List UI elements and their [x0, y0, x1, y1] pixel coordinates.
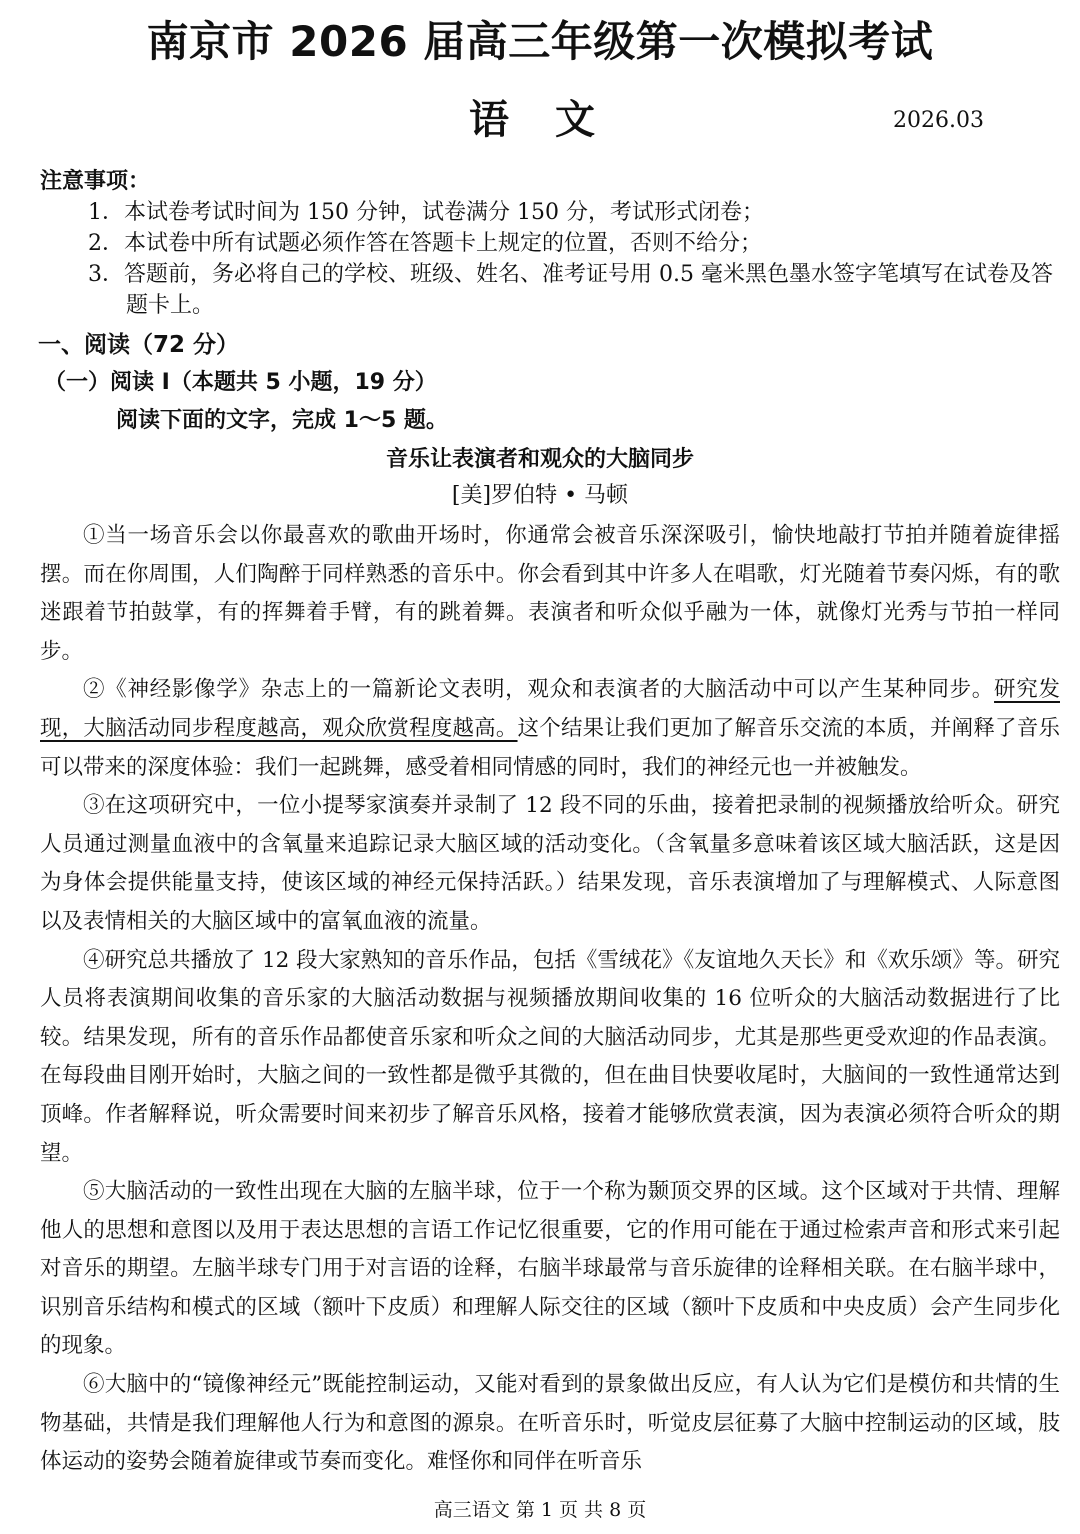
subject-row	[0, 92, 1080, 152]
notes-title: 注意事项：	[40, 169, 151, 194]
section-heading: 一、阅读（72 分）	[38, 332, 240, 358]
article-body	[40, 517, 1060, 1482]
paragraph-2	[40, 671, 1060, 787]
article-title: 音乐让表演者和观众的大脑同步	[385, 447, 694, 472]
article-author: [美]罗伯特 • 马顿	[451, 483, 629, 508]
notes-item: 3．答题前，务必将自己的学校、班级、姓名、准考证号用 0.5 毫米黑色墨水签字笔填写在试卷及答题卡上。	[88, 262, 1053, 318]
paragraph-2-rest: 这个结果让我们更加了解音乐交流的本质，并阐释了音乐可以带来的深度体验：我们一起跳舞，感受着相同情感的同时，我们的神经元也一并被触发。	[40, 715, 1060, 780]
underlined-sentence: 研究发现，大脑活动同步程度越高，观众欣赏程度越高。	[40, 677, 1060, 741]
exam-date: 2026.03	[893, 108, 984, 133]
paragraph-4: ④研究总共播放了 12 段大家熟知的音乐作品，包括《雪绒花》《友谊地久天长》和《欢乐颂》等。研究人员将表演期间收集的音乐家的大脑活动数据与视频播放期间收集的 16 位听众的大脑活动数据进行了比较。结果发现，所有的音乐作品都使音乐家和听众之间的大脑活动同步，尤其是那些更受欢迎的作品表演。在每段曲目刚开始时，大脑之间的一致性都是微乎其微的，但在曲目快要收尾时，大脑间的一致性通常达到顶峰。作者解释说，听众需要时间来初步了解音乐风格，接着才能够欣赏表演，因为表演必须符合听众的期望。	[40, 947, 1060, 1166]
notes-item: 2．本试卷中所有试题必须作答在答题卡上规定的位置，否则不给分；	[88, 231, 762, 256]
paragraph-3: ③在这项研究中，一位小提琴家演奏并录制了 12 段不同的乐曲，接着把录制的视频播放给听众。研究人员通过测量血液中的含氧量来追踪记录大脑区域的活动变化。（含氧量多意味着该区域大脑活跃，这是因为身体会提供能量支持，使该区域的神经元保持活跃。）结果发现，音乐表演增加了与理解模式、人际意图以及表情相关的大脑区域中的富氧血液的流量。	[40, 793, 1060, 934]
notes-item: 1．本试卷考试时间为 150 分钟，试卷满分 150 分，考试形式闭卷；	[88, 200, 764, 225]
page-footer: 高三语文 第 1 页 共 8 页	[433, 1499, 647, 1521]
paragraph-6: ⑥大脑中的“镜像神经元”既能控制运动，又能对看到的景象做出反应，有人认为它们是模仿和共情的生物基础，共情是我们理解他人行为和意图的源泉。在听音乐时，听觉皮层征募了大脑中控制运动的区域，肢体运动的姿势会随着旋律或节奏而变化。难怪你和同伴在听音乐	[40, 1372, 1060, 1475]
reading-instruction: 阅读下面的文字，完成 1～5 题。	[116, 408, 448, 433]
subject-title: 语 文	[469, 97, 611, 143]
paragraph-1: ①当一场音乐会以你最喜欢的歌曲开场时，你通常会被音乐深深吸引，愉快地敲打节拍并随着旋律摇摆。而在你周围，人们陶醉于同样熟悉的音乐中。你会看到其中许多人在唱歌，灯光随着节奏闪烁，有的歌迷跟着节拍鼓掌，有的挥舞着手臂，有的跳着舞。表演者和听众似乎融为一体，就像灯光秀与节拍一样同步。	[40, 523, 1060, 664]
paragraph-2-intro: ②《神经影像学》杂志上的一篇新论文表明，观众和表演者的大脑活动中可以产生某种同步。	[83, 677, 995, 703]
exam-title: 南京市 2026 届高三年级第一次模拟考试	[146, 17, 934, 66]
notes-block	[40, 166, 1060, 321]
paragraph-5: ⑤大脑活动的一致性出现在大脑的左脑半球，位于一个称为颞顶交界的区域。这个区域对于共情、理解他人的思想和意图以及用于表达思想的言语工作记忆很重要，它的作用可能在于通过检索声音和形式来引起对音乐的期望。左脑半球专门用于对言语的诠释，右脑半球最常与音乐旋律的诠释相关联。在右脑半球中，识别音乐结构和模式的区域（额叶下皮质）和理解人际交往的区域（额叶下皮质和中央皮质）会产生同步化的现象。	[40, 1179, 1060, 1359]
subsection-heading: （一）阅读 I（本题共 5 小题，19 分）	[44, 370, 437, 395]
